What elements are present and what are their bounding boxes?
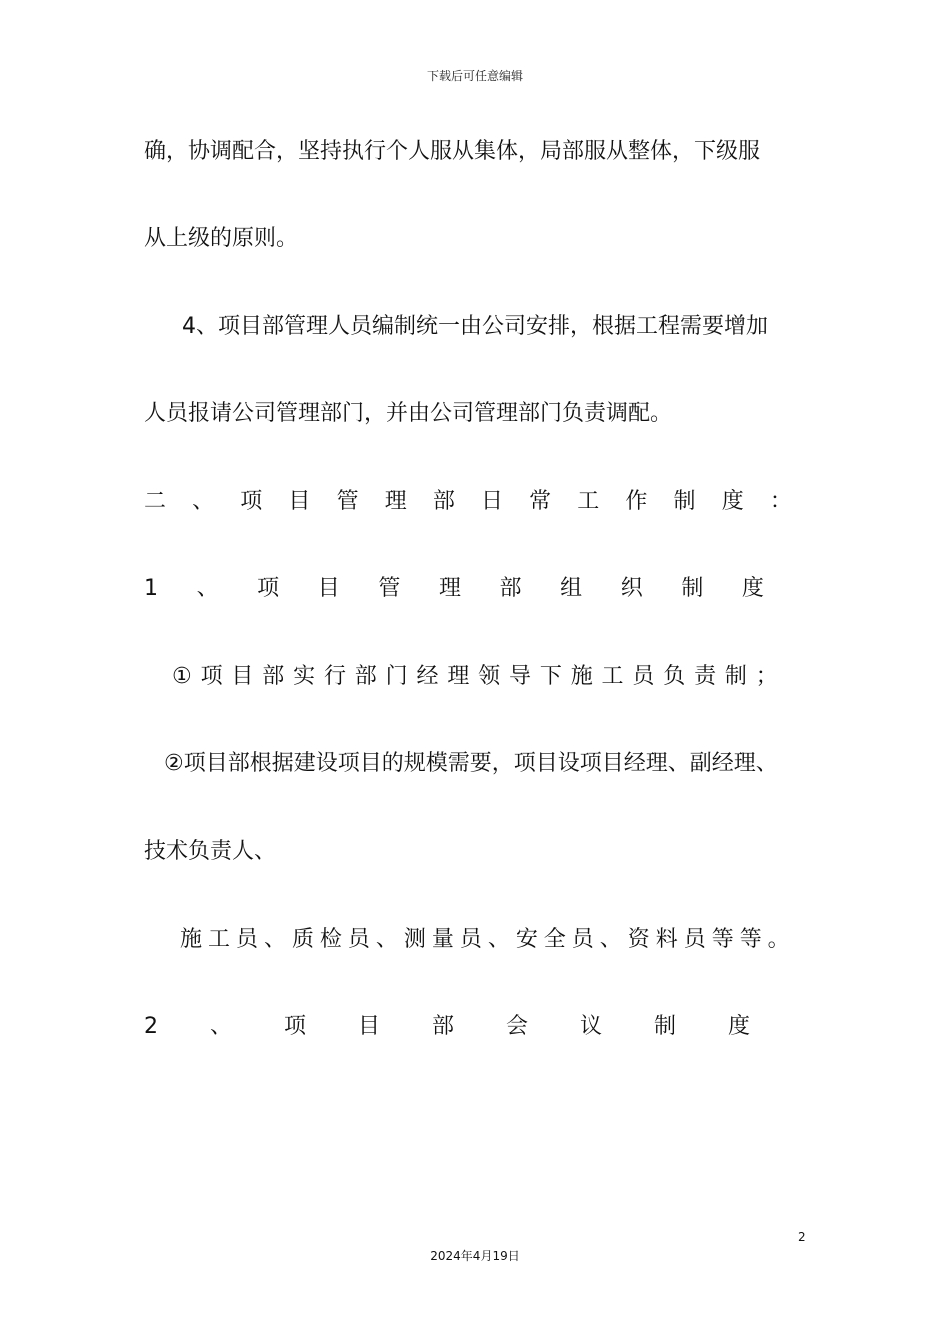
spaced-char: 、 xyxy=(192,489,215,514)
paragraph-1-line-2: 从上级的原则。 xyxy=(144,226,299,251)
section-2-heading xyxy=(144,487,792,517)
spaced-char: ； xyxy=(755,664,778,689)
spaced-char: 理 xyxy=(447,664,470,689)
spaced-char: 目 xyxy=(231,664,254,689)
spaced-char: 等 xyxy=(739,927,762,952)
spaced-char: ① xyxy=(172,664,192,689)
spaced-char: 员 xyxy=(459,927,482,952)
spaced-char: 员 xyxy=(683,927,706,952)
spaced-char: 测 xyxy=(403,927,426,952)
list-item-2-line-3 xyxy=(180,925,790,955)
spaced-char: 度 xyxy=(741,576,764,601)
spaced-char: 制 xyxy=(724,664,747,689)
paragraph-1-line-1: 确，协调配合，坚持执行个人服从集体，局部服从整体，下级服 xyxy=(144,139,761,164)
spaced-char: 、 xyxy=(196,576,219,601)
list-item-1 xyxy=(172,662,778,692)
footer-date: 2024年4月19日 xyxy=(430,1249,520,1263)
spaced-char: 部 xyxy=(431,1014,454,1039)
spaced-char: 织 xyxy=(620,576,643,601)
spaced-char: 理 xyxy=(438,576,461,601)
spaced-char: 、 xyxy=(487,927,510,952)
page-header: 下载后可任意编辑 xyxy=(426,69,523,83)
spaced-char: 部 xyxy=(499,576,522,601)
spaced-char: 二 xyxy=(144,489,167,514)
spaced-char: 项 xyxy=(283,1014,306,1039)
spaced-char: 制 xyxy=(681,576,704,601)
spaced-char: 制 xyxy=(673,489,696,514)
spaced-char: 责 xyxy=(694,664,717,689)
spaced-char: 部 xyxy=(262,664,285,689)
spaced-char: 资 xyxy=(627,927,650,952)
spaced-char: 部 xyxy=(354,664,377,689)
spaced-char: 部 xyxy=(432,489,455,514)
spaced-char: 等 xyxy=(711,927,734,952)
spaced-char: 理 xyxy=(384,489,407,514)
spaced-char: 1 xyxy=(144,576,158,601)
spaced-char: 工 xyxy=(577,489,600,514)
spaced-char: 作 xyxy=(625,489,648,514)
spaced-char: 门 xyxy=(385,664,408,689)
spaced-char: 日 xyxy=(480,489,503,514)
spaced-char: 施 xyxy=(570,664,593,689)
spaced-char: 安 xyxy=(515,927,538,952)
spaced-char: 行 xyxy=(323,664,346,689)
spaced-char: 目 xyxy=(288,489,311,514)
spaced-char: 施 xyxy=(180,927,203,952)
spaced-char: 项 xyxy=(200,664,223,689)
page-number: 2 xyxy=(798,1230,806,1244)
spaced-char: 度 xyxy=(721,489,744,514)
spaced-char: ： xyxy=(769,489,792,514)
spaced-char: 检 xyxy=(319,927,342,952)
spaced-char: 负 xyxy=(663,664,686,689)
spaced-char: 项 xyxy=(240,489,263,514)
spaced-char: 领 xyxy=(478,664,501,689)
list-item-2-line-2: 技术负责人、 xyxy=(144,839,277,864)
spaced-char: 管 xyxy=(378,576,401,601)
spaced-char: 、 xyxy=(599,927,622,952)
spaced-char: 组 xyxy=(560,576,583,601)
spaced-char: 经 xyxy=(416,664,439,689)
list-item-2-line-1: ②项目部根据建设项目的规模需要，项目设项目经理、副经理、 xyxy=(164,751,778,776)
spaced-char: 下 xyxy=(539,664,562,689)
spaced-char: 员 xyxy=(632,664,655,689)
spaced-char: 制 xyxy=(653,1014,676,1039)
spaced-char: 会 xyxy=(505,1014,528,1039)
spaced-char: 员 xyxy=(235,927,258,952)
subsection-1-heading xyxy=(144,574,764,604)
spaced-char: 工 xyxy=(601,664,624,689)
spaced-char: 导 xyxy=(509,664,532,689)
spaced-char: 、 xyxy=(209,1014,232,1039)
spaced-char: 实 xyxy=(293,664,316,689)
spaced-char: 工 xyxy=(207,927,230,952)
spaced-char: 2 xyxy=(144,1014,158,1039)
spaced-char: 质 xyxy=(291,927,314,952)
paragraph-2-line-1: 4、项目部管理人员编制统一由公司安排，根据工程需要增加 xyxy=(182,314,768,339)
spaced-char: 、 xyxy=(263,927,286,952)
spaced-char: 、 xyxy=(375,927,398,952)
spaced-char: 全 xyxy=(543,927,566,952)
spaced-char: 目 xyxy=(357,1014,380,1039)
spaced-char: 目 xyxy=(317,576,340,601)
spaced-char: 员 xyxy=(571,927,594,952)
spaced-char: 员 xyxy=(347,927,370,952)
spaced-char: 议 xyxy=(579,1014,602,1039)
paragraph-2-line-2: 人员报请公司管理部门，并由公司管理部门负责调配。 xyxy=(144,401,673,426)
spaced-char: 料 xyxy=(655,927,678,952)
spaced-char: 度 xyxy=(727,1014,750,1039)
spaced-char: 量 xyxy=(431,927,454,952)
subsection-2-heading xyxy=(144,1012,750,1042)
spaced-char: 项 xyxy=(257,576,280,601)
spaced-char: 管 xyxy=(336,489,359,514)
spaced-char: 常 xyxy=(529,489,552,514)
spaced-char: 。 xyxy=(767,927,790,952)
